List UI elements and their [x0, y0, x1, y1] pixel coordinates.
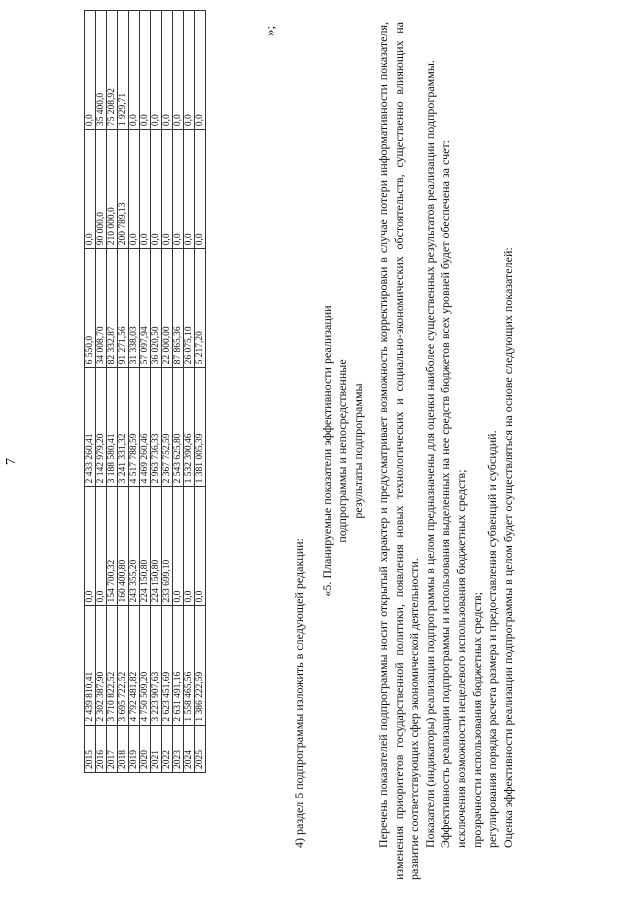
table-cell-amount: 1 532 390,46	[184, 368, 195, 487]
table-closing-mark: »;	[262, 25, 277, 36]
table-cell-amount: 90 000,0	[96, 130, 107, 249]
table-cell-amount: 4 469 260,46	[140, 368, 151, 487]
table-cell-year: 2015	[85, 725, 96, 772]
table-row	[140, 11, 151, 773]
table-row	[151, 11, 162, 773]
table-cell-amount: 0,0	[85, 130, 96, 249]
table-cell-amount: 233 699,10	[162, 487, 173, 606]
table-cell-year: 2022	[162, 725, 173, 772]
table-cell-amount: 0,0	[162, 130, 173, 249]
list-item-transparency: прозрачности использования бюджетных средств;	[469, 591, 484, 848]
table-cell-amount: 3 188 580,41	[107, 368, 118, 487]
table-cell-amount: 224 150,80	[140, 487, 151, 606]
table-cell-amount: 4 517 788,59	[129, 368, 140, 487]
section-amendment-intro: 4) раздел 5 подпрограммы изложить в следующей редакции:	[292, 538, 306, 848]
table-cell-amount: 3 241 331,32	[118, 368, 129, 487]
table-cell-amount: 35 400,0	[96, 11, 107, 130]
section-heading-line: результаты подпрограммы	[350, 383, 365, 519]
funding-table	[84, 10, 206, 773]
table-cell-year: 2016	[96, 725, 107, 772]
paragraph-efficiency: Эффективность реализации подпрограммы и использования выделенных на нее средств бюджетов всех уровней будет обеспечена за счет:	[438, 139, 453, 848]
table-cell-amount: 0,0	[184, 11, 195, 130]
table-cell-amount: 0,0	[96, 487, 107, 606]
table-cell-amount: 2 623 451,69	[162, 606, 173, 725]
table-row	[107, 11, 118, 773]
paragraph-indicators-purpose: Показатели (индикаторы) реализации подпрограммы в целом предназначены для оценки наиболее существенных результатов реализации подпрограммы.	[422, 60, 437, 848]
table-cell-amount: 0,0	[173, 487, 184, 606]
table-cell-amount: 160 400,80	[118, 487, 129, 606]
table-row	[129, 11, 140, 773]
table-cell-amount: 82 332,87	[107, 249, 118, 368]
table-cell-year: 2023	[173, 725, 184, 772]
table-cell-amount: 0,0	[85, 11, 96, 130]
table-row	[96, 11, 107, 773]
table-cell-amount: 0,0	[129, 130, 140, 249]
table-cell-year: 2024	[184, 725, 195, 772]
table-cell-amount: 0,0	[162, 11, 173, 130]
paragraph-indicators-list: Перечень показателей подпрограммы носит открытый характер и предусматривает возможность корректировки в случае потери информативности показателя, изменения приоритетов государственной политики, появления новых технологических и социально-экономических обстоятельств, существенно влияющих на развитие соответствующих сфер экономической деятельности.	[376, 22, 422, 880]
table-cell-amount: 0,0	[151, 11, 162, 130]
table-row	[195, 11, 206, 773]
table-cell-amount: 87 865,36	[173, 249, 184, 368]
table-cell-year: 2019	[129, 725, 140, 772]
paragraph-evaluation: Оценка эффективности реализации подпрограммы в целом будет осуществляться на основе следующих показателей:	[500, 247, 515, 848]
table-cell-amount: 6 550,0	[85, 249, 96, 368]
table-cell-amount: 154 700,32	[107, 487, 118, 606]
list-item-misuse: исключения возможности нецелевого использования бюджетных средств;	[454, 469, 469, 848]
table-row	[162, 11, 173, 773]
table-cell-amount: 4 792 481,82	[129, 606, 140, 725]
table-cell-amount: 36 020,50	[151, 249, 162, 368]
table-cell-amount: 224 150,80	[151, 487, 162, 606]
table-cell-amount: 31 338,03	[129, 249, 140, 368]
table-cell-amount: 34 008,70	[96, 249, 107, 368]
table-row	[173, 11, 184, 773]
body-text	[292, 22, 516, 880]
table-cell-amount: 57 097,94	[140, 249, 151, 368]
table-cell-amount: 4 750 509,20	[140, 606, 151, 725]
table-cell-year: 2018	[118, 725, 129, 772]
table-cell-amount: 2 302 387,90	[96, 606, 107, 725]
table-cell-amount: 2 631 491,16	[173, 606, 184, 725]
table-cell-year: 2017	[107, 725, 118, 772]
table-cell-amount: 1 558 465,56	[184, 606, 195, 725]
table-cell-amount: 2 142 979,20	[96, 368, 107, 487]
table-cell-amount: 0,0	[85, 487, 96, 606]
table-cell-amount: 26 075,10	[184, 249, 195, 368]
table-cell-amount: 3 223 907,63	[151, 606, 162, 725]
table-cell-amount: 2 433 260,41	[85, 368, 96, 487]
table-cell-amount: 210 000,0	[107, 130, 118, 249]
table-cell-amount: 2 367 752,59	[162, 368, 173, 487]
table-row	[85, 11, 96, 773]
table-cell-year: 2021	[151, 725, 162, 772]
table-cell-amount: 0,0	[195, 11, 206, 130]
table-cell-amount: 0,0	[140, 130, 151, 249]
table-cell-amount: 2 543 625,80	[173, 368, 184, 487]
table-cell-amount: 0,0	[173, 11, 184, 130]
table-cell-year: 2020	[140, 725, 151, 772]
table-cell-amount: 5 217,20	[195, 249, 206, 368]
table-row	[118, 11, 129, 773]
table-cell-amount: 2 439 810,41	[85, 606, 96, 725]
table-cell-amount: 0,0	[195, 487, 206, 606]
table-row	[184, 11, 195, 773]
table-cell-amount: 2 963 736,33	[151, 368, 162, 487]
table-cell-amount: 1 929,71	[118, 11, 129, 130]
table-cell-amount: 3 695 722,52	[118, 606, 129, 725]
section-heading-line: «5. Планируемые показатели эффективности реализации	[319, 305, 334, 597]
table-cell-amount: 0,0	[184, 487, 195, 606]
table-cell-amount: 22 000,00	[162, 249, 173, 368]
table-cell-amount: 0,0	[195, 130, 206, 249]
table-cell-amount: 75 208,92	[107, 11, 118, 130]
section-heading-line: подпрограммы и непосредственные	[335, 359, 350, 543]
page-number: 7	[4, 458, 19, 465]
list-item-subsidies: регулирования порядка расчета размера и предоставления субвенций и субсидий.	[485, 430, 500, 848]
table-cell-amount: 91 271,56	[118, 249, 129, 368]
table-cell-year: 2025	[195, 725, 206, 772]
funding-table-body	[85, 11, 206, 773]
table-cell-amount: 0,0	[184, 130, 195, 249]
table-cell-amount: 1 386 222,59	[195, 606, 206, 725]
table-cell-amount: 0,0	[173, 130, 184, 249]
table-cell-amount: 3 710 822,52	[107, 606, 118, 725]
table-cell-amount: 0,0	[151, 130, 162, 249]
table-cell-amount: 1 381 005,39	[195, 368, 206, 487]
table-cell-amount: 200 789,13	[118, 130, 129, 249]
table-cell-amount: 243 355,20	[129, 487, 140, 606]
table-cell-amount: 0,0	[140, 11, 151, 130]
section-heading	[320, 22, 367, 880]
table-cell-amount: 0,0	[129, 11, 140, 130]
